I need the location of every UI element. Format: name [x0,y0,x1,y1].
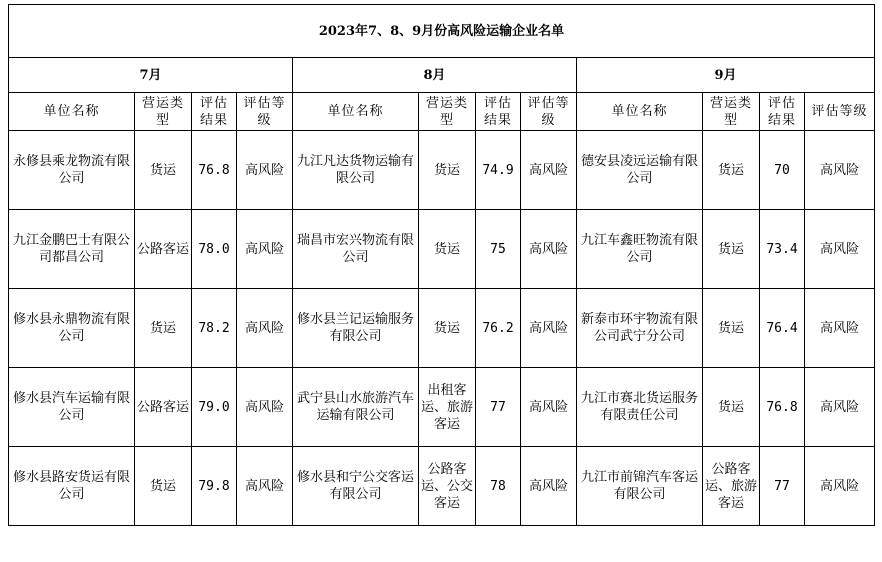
score-cell: 76.8 [760,368,805,447]
column-header-score: 评估结果 [192,93,237,131]
score-cell: 77 [760,447,805,526]
company-name-cell: 九江车鑫旺物流有限公司 [577,210,703,289]
company-name-cell: 修水县路安货运有限公司 [9,447,135,526]
risk-level-cell: 高风险 [521,368,577,447]
operation-type-cell: 货运 [135,447,192,526]
operation-type-cell: 货运 [135,289,192,368]
column-header-name: 单位名称 [293,93,419,131]
risk-level-cell: 高风险 [805,210,875,289]
score-cell: 78.0 [192,210,237,289]
column-header-type: 营运类型 [419,93,476,131]
operation-type-cell: 公路客运 [135,368,192,447]
column-header-type: 营运类型 [703,93,760,131]
score-cell: 75 [476,210,521,289]
month-header-july: 7月 [9,58,293,93]
table-row [9,447,875,526]
column-header-level: 评估等级 [237,93,293,131]
company-name-cell: 永修县乘龙物流有限公司 [9,131,135,210]
score-cell: 77 [476,368,521,447]
operation-type-cell: 公路客运 [135,210,192,289]
company-name-cell: 德安县凌远运输有限公司 [577,131,703,210]
operation-type-cell: 货运 [135,131,192,210]
operation-type-cell: 货运 [419,210,476,289]
table-title: 2023年7、8、9月份高风险运输企业名单 [9,5,875,58]
operation-type-cell: 货运 [703,368,760,447]
column-header-score: 评估结果 [476,93,521,131]
risk-level-cell: 高风险 [237,447,293,526]
company-name-cell: 修水县和宁公交客运有限公司 [293,447,419,526]
operation-type-cell: 货运 [419,131,476,210]
risk-level-cell: 高风险 [805,289,875,368]
risk-level-cell: 高风险 [237,289,293,368]
company-name-cell: 九江市前锦汽车客运有限公司 [577,447,703,526]
risk-level-cell: 高风险 [521,210,577,289]
score-cell: 76.2 [476,289,521,368]
score-cell: 74.9 [476,131,521,210]
high-risk-enterprise-table [8,4,875,526]
column-header-type: 营运类型 [135,93,192,131]
risk-level-cell: 高风险 [805,447,875,526]
company-name-cell: 武宁县山水旅游汽车运输有限公司 [293,368,419,447]
company-name-cell: 瑞昌市宏兴物流有限公司 [293,210,419,289]
company-name-cell: 修水县汽车运输有限公司 [9,368,135,447]
score-cell: 79.8 [192,447,237,526]
score-cell: 76.8 [192,131,237,210]
company-name-cell: 九江凡达货物运输有限公司 [293,131,419,210]
table-row [9,289,875,368]
risk-level-cell: 高风险 [521,447,577,526]
column-header-level: 评估等级 [805,93,875,131]
table-row [9,368,875,447]
operation-type-cell: 货运 [703,289,760,368]
score-cell: 78 [476,447,521,526]
risk-level-cell: 高风险 [805,131,875,210]
risk-level-cell: 高风险 [237,368,293,447]
operation-type-cell: 货运 [703,210,760,289]
month-header-september: 9月 [577,58,875,93]
operation-type-cell: 货运 [703,131,760,210]
column-header-score: 评估结果 [760,93,805,131]
operation-type-cell: 公路客运、公交客运 [419,447,476,526]
score-cell: 78.2 [192,289,237,368]
column-header-level: 评估等级 [521,93,577,131]
company-name-cell: 九江金鹏巴士有限公司都昌公司 [9,210,135,289]
risk-level-cell: 高风险 [237,210,293,289]
company-name-cell: 修水县兰记运输服务有限公司 [293,289,419,368]
column-header-name: 单位名称 [577,93,703,131]
operation-type-cell: 货运 [419,289,476,368]
operation-type-cell: 公路客运、旅游客运 [703,447,760,526]
company-name-cell: 九江市赛北货运服务有限责任公司 [577,368,703,447]
score-cell: 79.0 [192,368,237,447]
column-header-name: 单位名称 [9,93,135,131]
score-cell: 73.4 [760,210,805,289]
month-header-august: 8月 [293,58,577,93]
table-row [9,210,875,289]
risk-level-cell: 高风险 [521,131,577,210]
score-cell: 76.4 [760,289,805,368]
company-name-cell: 新泰市环宇物流有限公司武宁分公司 [577,289,703,368]
risk-level-cell: 高风险 [237,131,293,210]
company-name-cell: 修水县永鼎物流有限公司 [9,289,135,368]
risk-level-cell: 高风险 [521,289,577,368]
risk-level-cell: 高风险 [805,368,875,447]
table-row [9,131,875,210]
score-cell: 70 [760,131,805,210]
operation-type-cell: 出租客运、旅游客运 [419,368,476,447]
